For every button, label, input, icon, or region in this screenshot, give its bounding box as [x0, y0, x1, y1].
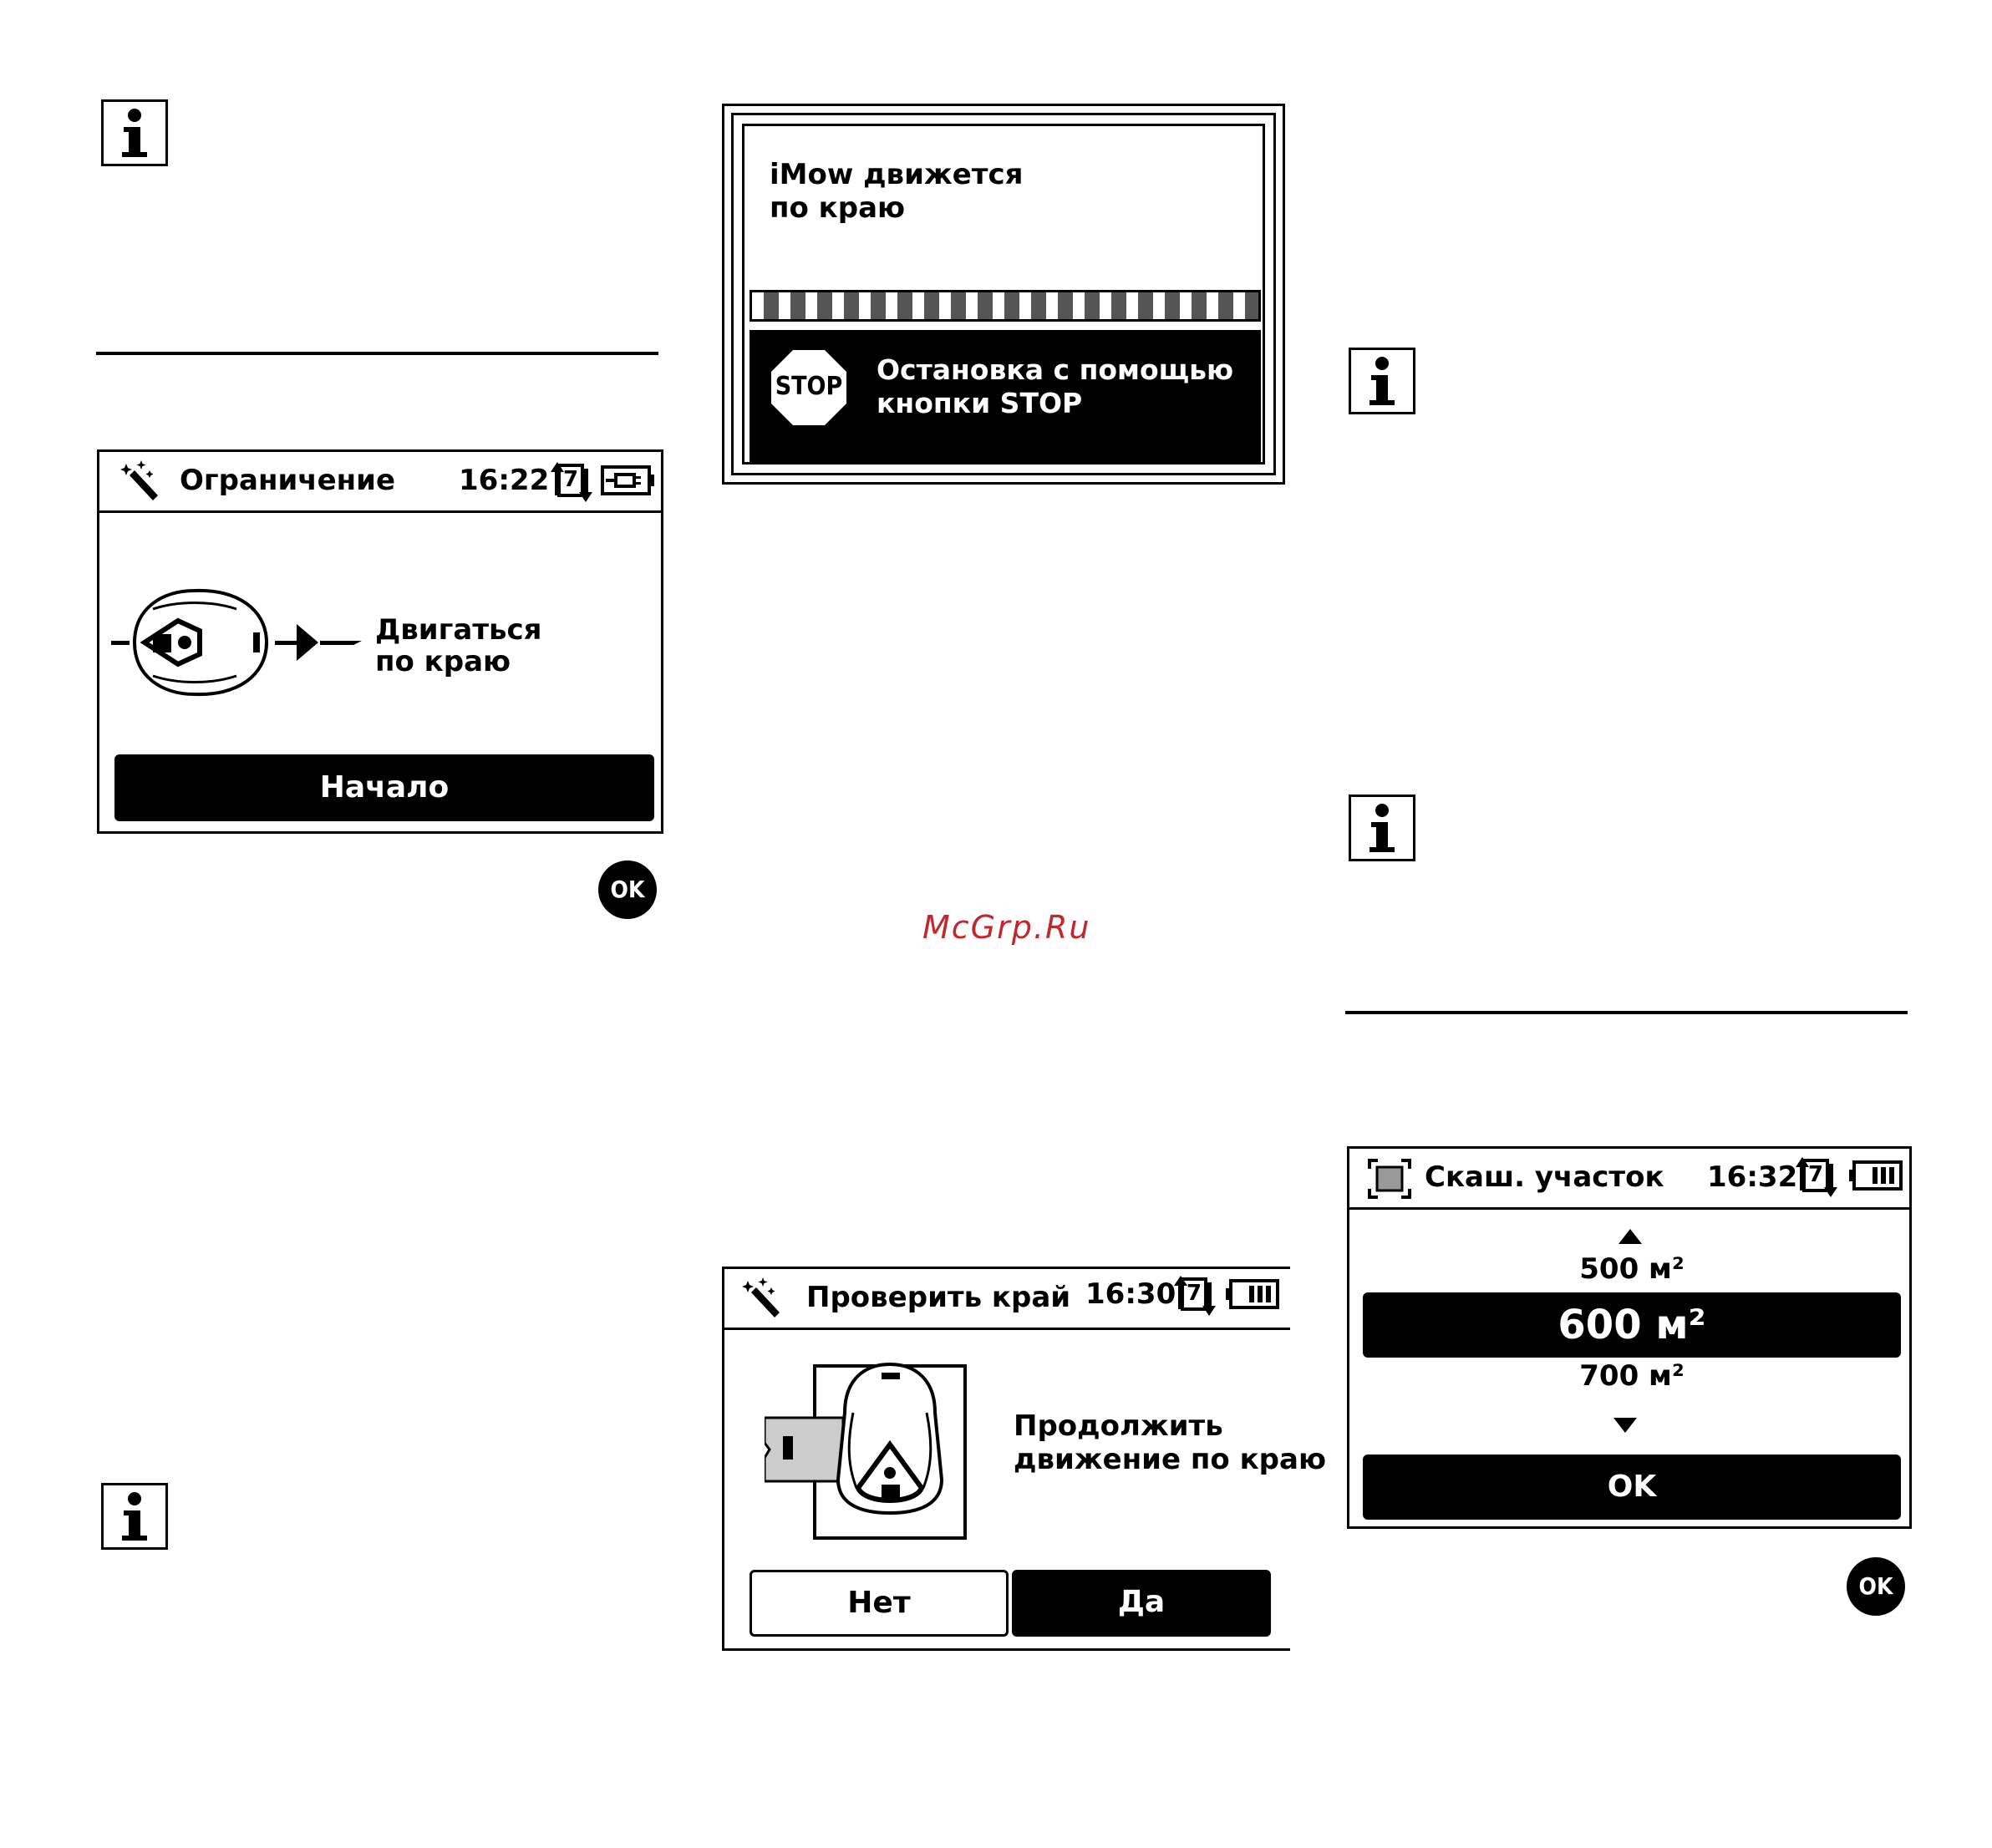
- question-line1: Продолжить: [1014, 1409, 1223, 1443]
- stop-instruction: [877, 353, 1233, 420]
- battery-icon: [1847, 1160, 1903, 1191]
- action-text-line1: Двигаться: [375, 613, 542, 647]
- clock-time: 16:22: [459, 464, 550, 497]
- action-text-line2: по краю: [375, 645, 511, 678]
- no-button[interactable]: Нет: [750, 1570, 1009, 1637]
- progress-bar: [750, 290, 1261, 322]
- status-line2: по краю: [770, 191, 906, 225]
- device-screen-check-edge: [722, 1267, 1326, 1651]
- screen-title: Ограничение: [180, 464, 396, 497]
- stop-text-line2: кнопки STOP: [877, 387, 1083, 419]
- stop-text-line1: Остановка с помощью: [877, 353, 1234, 386]
- clock-time: 16:30: [1085, 1277, 1176, 1311]
- device-screen-limit: [97, 449, 663, 834]
- stop-panel: [750, 330, 1261, 462]
- device-message-screen: [722, 104, 1285, 485]
- battery-icon: [1224, 1279, 1279, 1309]
- device-screen-area: [1347, 1146, 1912, 1529]
- mowed-area-icon: [1368, 1159, 1411, 1199]
- screen-title: Скаш. участок: [1425, 1160, 1664, 1194]
- calendar-sync-icon: [1172, 1272, 1219, 1319]
- option-next[interactable]: 700 м²: [1579, 1359, 1685, 1393]
- magic-wand-icon: [119, 459, 165, 504]
- calendar-sync-icon: [1794, 1154, 1841, 1201]
- robot-mower-dock-icon: [765, 1363, 978, 1546]
- calendar-day: 7: [1187, 1281, 1202, 1306]
- status-line1: iMow движется: [770, 158, 1024, 191]
- yes-button[interactable]: Да: [1012, 1570, 1271, 1637]
- screen-title: Проверить край: [806, 1281, 1071, 1314]
- magic-wand-icon: [741, 1276, 786, 1321]
- calendar-day: 7: [1808, 1162, 1824, 1187]
- info-icon: [101, 99, 168, 166]
- info-icon: [1349, 348, 1415, 414]
- question-text: [1014, 1409, 1326, 1476]
- watermark: McGrp.Ru: [922, 909, 1091, 946]
- robot-mower-edge-icon: [111, 584, 379, 701]
- section-divider: [96, 352, 658, 355]
- battery-charging-icon: [601, 465, 656, 495]
- screen-header: [1349, 1149, 1909, 1210]
- option-selected[interactable]: 600 м²: [1363, 1292, 1901, 1358]
- stop-sign-text: STOP: [775, 372, 843, 401]
- message-content: [742, 124, 1265, 465]
- clock-time: 16:32: [1707, 1160, 1798, 1194]
- section-divider: [1345, 1011, 1908, 1014]
- start-button[interactable]: Начало: [114, 754, 654, 821]
- screen-header: [724, 1269, 1290, 1330]
- screen-header: [99, 452, 661, 513]
- message-frame-inner: [731, 113, 1276, 475]
- scroll-up-arrow-icon[interactable]: [1618, 1229, 1642, 1244]
- option-previous[interactable]: 500 м²: [1579, 1252, 1685, 1286]
- ok-button[interactable]: OK: [1363, 1455, 1901, 1520]
- ok-button-symbol: OK: [1847, 1557, 1905, 1616]
- stop-sign-icon: [770, 348, 848, 427]
- calendar-sync-icon: [549, 459, 596, 505]
- ok-button-symbol: OK: [598, 861, 657, 919]
- status-message: [770, 158, 1023, 225]
- info-icon: [101, 1483, 168, 1550]
- question-line2: движение по краю: [1014, 1443, 1326, 1476]
- scroll-down-arrow-icon[interactable]: [1613, 1418, 1637, 1433]
- action-text: [375, 614, 542, 678]
- info-icon: [1349, 795, 1415, 861]
- calendar-day: 7: [563, 467, 579, 492]
